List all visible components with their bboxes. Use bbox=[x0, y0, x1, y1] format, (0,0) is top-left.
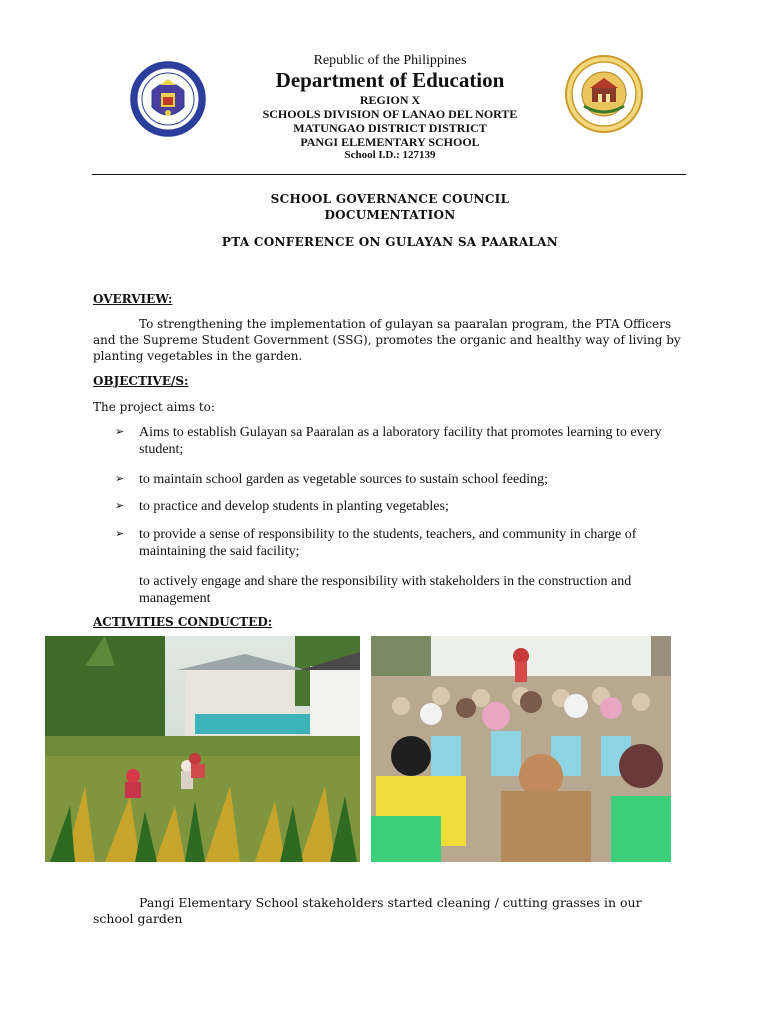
objective-text: to provide a sense of responsibility to the students, teachers, and community in charge of maintaining the said facility; bbox=[139, 527, 637, 559]
objective-text: Aims to establish Gulayan sa Paaralan as a laboratory facility that promotes learning to every student; bbox=[139, 425, 662, 457]
objective-item bbox=[115, 498, 689, 515]
objective-item bbox=[139, 573, 689, 607]
pta-conference-photo bbox=[371, 636, 671, 862]
republic-text: Republic of the Philippines bbox=[313, 53, 467, 68]
objectives-heading: OBJECTIVE/S: bbox=[93, 374, 189, 388]
division-text: SCHOOLS DIVISION OF LANAO DEL NORTE bbox=[262, 107, 518, 121]
document-subtitle: PTA CONFERENCE ON GULAYAN SA PAARALAN bbox=[221, 235, 559, 249]
arrow-bullet-icon: ➢ bbox=[115, 473, 125, 485]
school-name: PANGI ELEMENTARY SCHOOL bbox=[300, 135, 480, 149]
activities-heading: ACTIVITIES CONDUCTED: bbox=[93, 615, 273, 629]
garden-cleaning-photo bbox=[45, 636, 360, 862]
document-title-line2: DOCUMENTATION bbox=[324, 208, 456, 222]
overview-paragraph: To strengthening the implementation of gulayan sa paaralan program, the PTA Officers and the Supreme Student Government (SSG), promotes the organic and healthy way of living by planting vegetables in the garden. bbox=[93, 317, 681, 363]
objective-item bbox=[115, 526, 689, 560]
arrow-bullet-icon: ➢ bbox=[115, 426, 125, 438]
overview-heading: OVERVIEW: bbox=[93, 292, 173, 306]
objective-text: to practice and develop students in planting vegetables; bbox=[139, 499, 449, 514]
district-text: MATUNGAO DISTRICT DISTRICT bbox=[293, 121, 487, 135]
objectives-intro: The project aims to: bbox=[93, 400, 215, 414]
department-title: Department of Education bbox=[275, 68, 505, 92]
arrow-bullet-icon: ➢ bbox=[115, 500, 125, 512]
objective-text: to actively engage and share the responsibility with stakeholders in the construction and management bbox=[139, 574, 632, 606]
photo-caption: Pangi Elementary School stakeholders started cleaning / cutting grasses in our school garden bbox=[93, 895, 642, 926]
objective-text: to maintain school garden as vegetable sources to sustain school feeding; bbox=[139, 472, 549, 487]
objective-item bbox=[115, 424, 689, 458]
document-title-line1: SCHOOL GOVERNANCE COUNCIL bbox=[270, 192, 510, 206]
arrow-bullet-icon: ➢ bbox=[115, 528, 125, 540]
school-id: School I.D.: 127139 bbox=[344, 149, 436, 161]
header-divider bbox=[92, 174, 686, 175]
region-text: REGION X bbox=[359, 93, 421, 107]
objective-item bbox=[115, 471, 689, 488]
